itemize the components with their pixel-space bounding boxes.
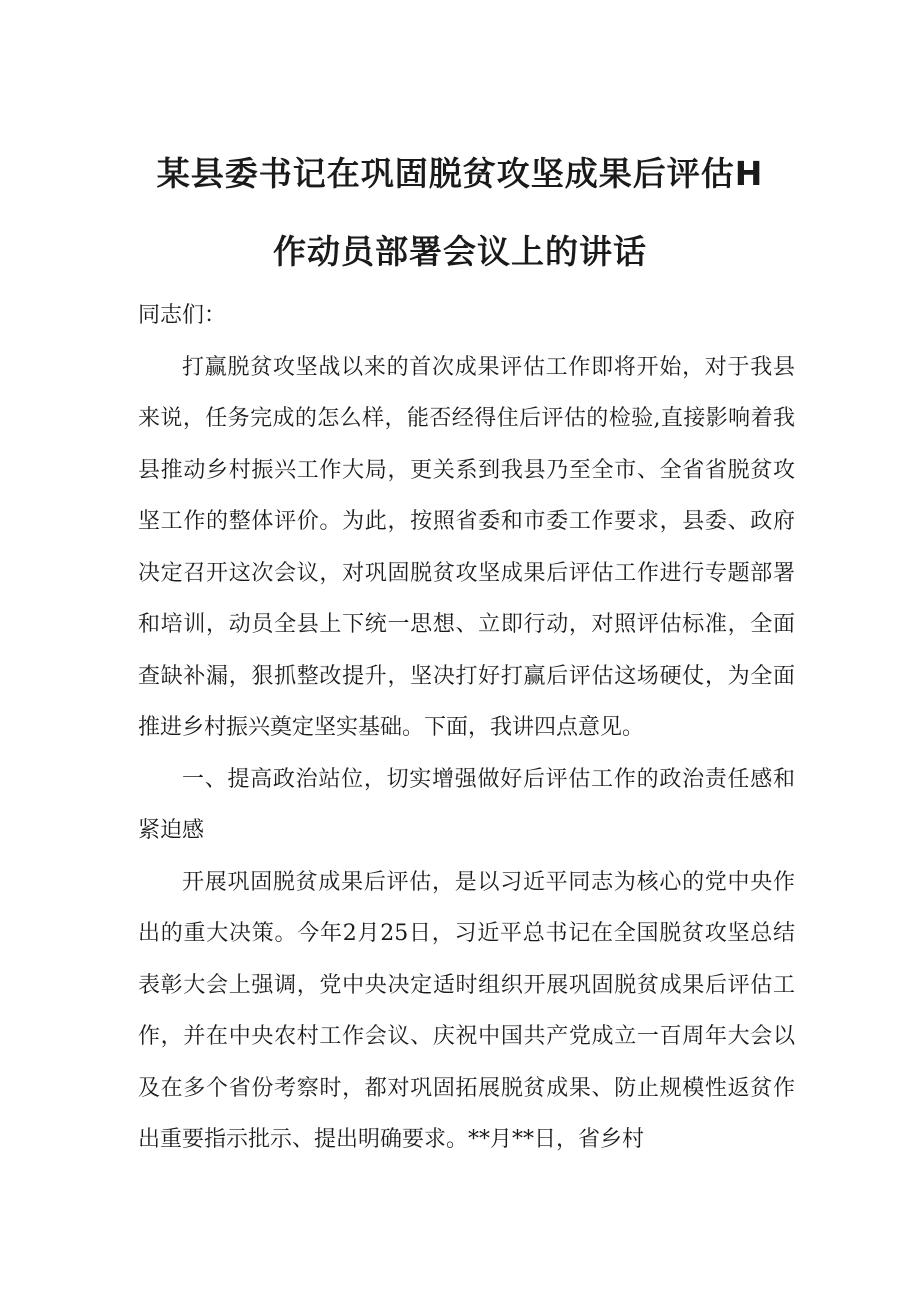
document-body (138, 290, 795, 1166)
salutation: 同志们： (138, 303, 227, 328)
paragraph-intro: 打赢脱贫攻坚战以来的首次成果评估工作即将开始，对于我县来说，任务完成的怎么样，能否经得住后评估的检验,直接影响着我县推动乡村振兴工作大局，更关系到我县乃至全市、全省省脱贫攻坚工作的整体评价。为此，按照省委和市委工作要求，县委、政府决定召开这次会议，对巩固脱贫攻坚成果后评估工作进行专题部署和培训，动员全县上下统一思想、立即行动，对照评估标准，全面查缺补漏，狠抓整改提升，坚决打好打赢后评估这场硬仗，为全面推进乡村振兴奠定坚实基础。下面，我讲四点意见。 (138, 354, 795, 740)
document-title-line-2: 作动员部署会议上的讲话 (273, 232, 647, 271)
section-heading-1: 一、提高政治站位，切实增强做好后评估工作的政治责任感和紧迫感 (138, 766, 795, 843)
document-title-line-1: 某县委书记在巩固脱贫攻坚成果后评估H (156, 154, 764, 193)
paragraph-section-1: 开展巩固脱贫成果后评估，是以习近平同志为核心的党中央作出的重大决策。今年2月25日，习近平总书记在全国脱贫攻坚总结表彰大会上强调，党中央决定适时组织开展巩固脱贫成果后评估工作，并在中央农村工作会议、庆祝中国共产党成立一百周年大会以及在多个省份考察时，都对巩固拓展脱贫成果、防止规模性返贫作出重要指示批示、提出明确要求。**月**日，省乡村 (138, 869, 795, 1152)
